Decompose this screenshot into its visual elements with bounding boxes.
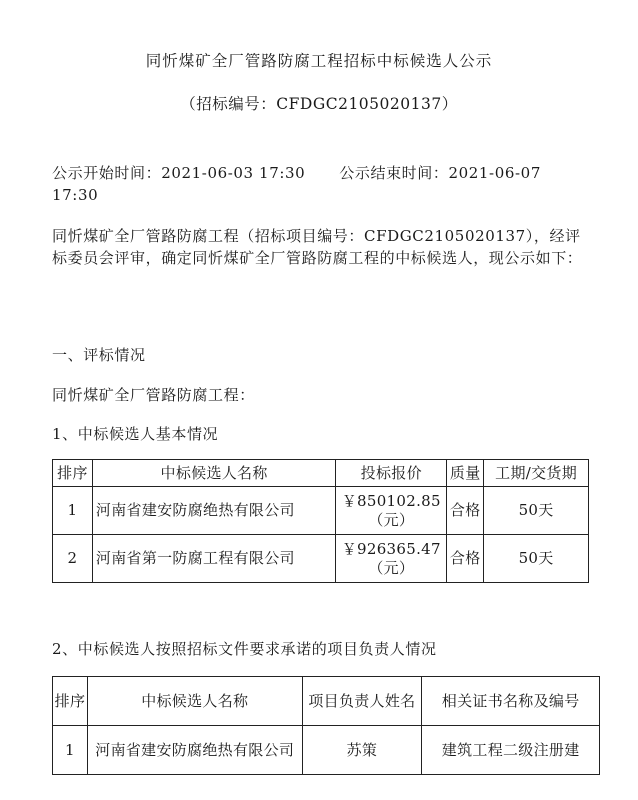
candidates-table: [52, 459, 589, 583]
col-candidate-name: 中标候选人名称: [92, 460, 335, 487]
table-row: [53, 535, 589, 583]
cell-quality: 合格: [447, 487, 484, 535]
col-manager-name: 项目负责人姓名: [302, 677, 422, 726]
col-certificate: 相关证书名称及编号: [422, 677, 600, 726]
cell-bid-price: ￥850102.85（元）: [336, 487, 447, 535]
col-bid-price: 投标报价: [336, 460, 447, 487]
tender-number: （招标编号：CFDGC2105020137）: [180, 95, 458, 113]
cell-bid-price: ￥926365.47（元）: [336, 535, 447, 583]
cell-rank: 1: [53, 487, 93, 535]
cell-quality: 合格: [447, 535, 484, 583]
cell-manager-name: 苏策: [302, 726, 422, 775]
cell-candidate-name: 河南省建安防腐绝热有限公司: [92, 487, 335, 535]
cell-candidate-name: 河南省第一防腐工程有限公司: [92, 535, 335, 583]
cell-certificate: 建筑工程二级注册建: [422, 726, 600, 775]
col-candidate-name: 中标候选人名称: [87, 677, 302, 726]
project-name: 同忻煤矿全厂管路防腐工程：: [52, 386, 255, 404]
cell-candidate-name: 河南省建安防腐绝热有限公司: [87, 726, 302, 775]
end-time: 公示结束时间：2021-06-07 17:30: [52, 164, 541, 204]
table-header-row: [53, 677, 600, 726]
intro-paragraph: 同忻煤矿全厂管路防腐工程（招标项目编号：CFDGC2105020137），经评标委员会评审，确定同忻煤矿全厂管路防腐工程的中标候选人，现公示如下：: [52, 227, 583, 267]
subsection-1-heading: 1、中标候选人基本情况: [52, 425, 219, 443]
table-header-row: [53, 460, 589, 487]
start-time: 公示开始时间：2021-06-03 17:30: [52, 164, 306, 182]
cell-rank: 1: [53, 726, 88, 775]
subsection-2-heading: 2、中标候选人按照招标文件要求承诺的项目负责人情况: [52, 640, 437, 658]
page-title: 同忻煤矿全厂管路防腐工程招标中标候选人公示: [145, 52, 493, 70]
table-row: [53, 726, 600, 775]
cell-duration: 50天: [484, 535, 589, 583]
cell-duration: 50天: [484, 487, 589, 535]
cell-rank: 2: [53, 535, 93, 583]
col-quality: 质量: [447, 460, 484, 487]
publicity-times: [52, 162, 592, 206]
project-manager-table: [52, 676, 600, 775]
table-row: [53, 487, 589, 535]
col-rank: 排序: [53, 677, 88, 726]
section-1-heading: 一、评标情况: [52, 346, 146, 364]
col-rank: 排序: [53, 460, 93, 487]
col-duration: 工期/交货期: [484, 460, 589, 487]
